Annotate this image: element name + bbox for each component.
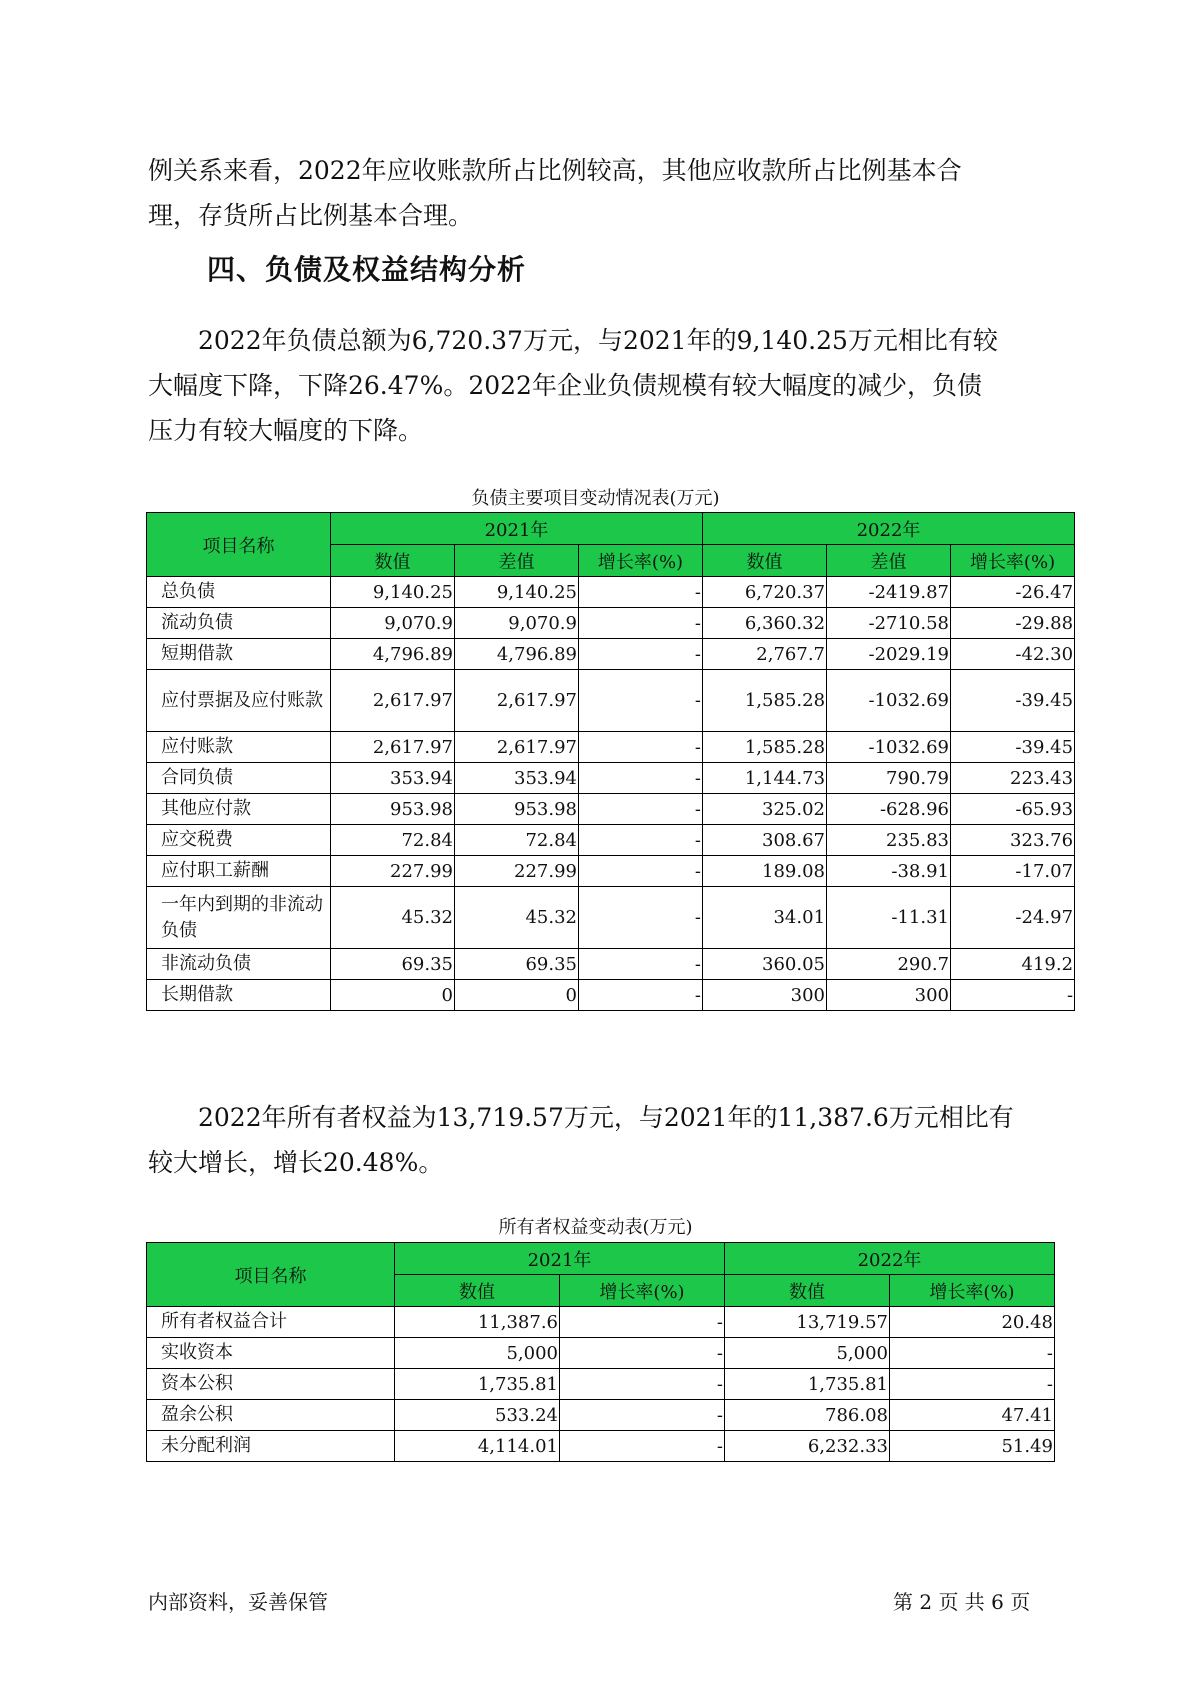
cell-value: -65.93 <box>951 794 1075 825</box>
equity-line: 2022年所有者权益为13,719.57万元，与2021年的11,387.6万元相比有 <box>198 1103 1014 1132</box>
cell-value: 72.84 <box>331 825 455 856</box>
equity-line: 较大增长，增长20.48%。 <box>148 1148 444 1177</box>
sub-header: 差值 <box>455 545 579 577</box>
cell-value: 2,617.97 <box>455 732 579 763</box>
sub-header: 差值 <box>827 545 951 577</box>
cell-value: 11,387.6 <box>395 1307 560 1338</box>
cell-value: - <box>890 1369 1055 1400</box>
table-row <box>147 1307 1055 1338</box>
cell-value: 790.79 <box>827 763 951 794</box>
cell-value: 290.7 <box>827 949 951 980</box>
cell-value: 4,796.89 <box>331 639 455 670</box>
cell-value: 353.94 <box>331 763 455 794</box>
cell-value: 4,114.01 <box>395 1431 560 1462</box>
cell-value: - <box>560 1369 725 1400</box>
cell-value: - <box>579 949 703 980</box>
cell-value: -17.07 <box>951 856 1075 887</box>
table-row <box>147 608 1075 639</box>
year-2022-header: 2022年 <box>725 1243 1055 1275</box>
row-label: 其他应付款 <box>147 794 331 825</box>
row-label: 短期借款 <box>147 639 331 670</box>
cell-value: - <box>560 1431 725 1462</box>
cell-value: 51.49 <box>890 1431 1055 1462</box>
cell-value: 1,735.81 <box>395 1369 560 1400</box>
year-2021-header: 2021年 <box>331 513 703 545</box>
cell-value: 45.32 <box>455 887 579 949</box>
cell-value: 323.76 <box>951 825 1075 856</box>
cell-value: -628.96 <box>827 794 951 825</box>
cell-value: - <box>560 1338 725 1369</box>
cell-value: -2710.58 <box>827 608 951 639</box>
cell-value: -11.31 <box>827 887 951 949</box>
table-row <box>147 794 1075 825</box>
liability-table <box>146 512 1075 1011</box>
cell-value: -42.30 <box>951 639 1075 670</box>
cell-value: -24.97 <box>951 887 1075 949</box>
cell-value: 227.99 <box>455 856 579 887</box>
cell-value: 69.35 <box>455 949 579 980</box>
cell-value: -1032.69 <box>827 732 951 763</box>
intro-line: 理，存货所占比例基本合理。 <box>148 201 474 230</box>
table-row <box>147 1369 1055 1400</box>
cell-value: 2,617.97 <box>331 670 455 732</box>
intro-line: 例关系来看，2022年应收账款所占比例较高，其他应收款所占比例基本合 <box>148 156 962 185</box>
row-label: 非流动负债 <box>147 949 331 980</box>
cell-value: 2,767.7 <box>703 639 827 670</box>
cell-value: 953.98 <box>331 794 455 825</box>
cell-value: - <box>579 670 703 732</box>
cell-value: 223.43 <box>951 763 1075 794</box>
cell-value: - <box>579 825 703 856</box>
cell-value: 0 <box>331 980 455 1011</box>
cell-value: 34.01 <box>703 887 827 949</box>
cell-value: 419.2 <box>951 949 1075 980</box>
cell-value: 9,070.9 <box>455 608 579 639</box>
table-row <box>147 980 1075 1011</box>
cell-value: 308.67 <box>703 825 827 856</box>
liability-line: 2022年负债总额为6,720.37万元，与2021年的9,140.25万元相比有较 <box>198 326 998 355</box>
cell-value: - <box>560 1400 725 1431</box>
liability-table-body <box>147 577 1075 1011</box>
cell-value: - <box>951 980 1075 1011</box>
cell-value: 1,585.28 <box>703 670 827 732</box>
cell-value: 6,232.33 <box>725 1431 890 1462</box>
cell-value: 2,617.97 <box>331 732 455 763</box>
cell-value: - <box>890 1338 1055 1369</box>
table-row <box>147 577 1075 608</box>
row-label: 未分配利润 <box>147 1431 395 1462</box>
cell-value: 533.24 <box>395 1400 560 1431</box>
cell-value: 235.83 <box>827 825 951 856</box>
table-row <box>147 825 1075 856</box>
row-label: 所有者权益合计 <box>147 1307 395 1338</box>
cell-value: 953.98 <box>455 794 579 825</box>
cell-value: 47.41 <box>890 1400 1055 1431</box>
sub-header: 增长率(%) <box>579 545 703 577</box>
footer-confidential-note: 内部资料，妥善保管 <box>148 1590 328 1614</box>
table-row <box>147 670 1075 732</box>
liability-table-caption: 负债主要项目变动情况表(万元) <box>471 488 720 509</box>
sub-header: 数值 <box>703 545 827 577</box>
sub-header: 数值 <box>331 545 455 577</box>
row-label: 流动负债 <box>147 608 331 639</box>
sub-header: 增长率(%) <box>890 1275 1055 1307</box>
cell-value: -29.88 <box>951 608 1075 639</box>
cell-value: 1,735.81 <box>725 1369 890 1400</box>
cell-value: - <box>579 639 703 670</box>
cell-value: 20.48 <box>890 1307 1055 1338</box>
cell-value: - <box>579 856 703 887</box>
cell-value: -39.45 <box>951 732 1075 763</box>
table-row <box>147 949 1075 980</box>
row-label: 盈余公积 <box>147 1400 395 1431</box>
row-label: 一年内到期的非流动负债 <box>147 887 331 949</box>
sub-header: 数值 <box>725 1275 890 1307</box>
item-name-header: 项目名称 <box>147 1243 395 1307</box>
cell-value: 4,796.89 <box>455 639 579 670</box>
table-row <box>147 1338 1055 1369</box>
cell-value: -38.91 <box>827 856 951 887</box>
cell-value: 353.94 <box>455 763 579 794</box>
cell-value: -2419.87 <box>827 577 951 608</box>
cell-value: 6,720.37 <box>703 577 827 608</box>
year-2022-header: 2022年 <box>703 513 1075 545</box>
intro-paragraph <box>148 148 1053 238</box>
cell-value: 9,140.25 <box>455 577 579 608</box>
row-label: 应付票据及应付账款 <box>147 670 331 732</box>
cell-value: 13,719.57 <box>725 1307 890 1338</box>
row-label: 应交税费 <box>147 825 331 856</box>
equity-paragraph <box>148 1095 1053 1185</box>
equity-table <box>146 1242 1055 1462</box>
row-label: 资本公积 <box>147 1369 395 1400</box>
cell-value: - <box>579 763 703 794</box>
cell-value: 5,000 <box>725 1338 890 1369</box>
cell-value: - <box>579 732 703 763</box>
row-label: 总负债 <box>147 577 331 608</box>
table-row <box>147 1400 1055 1431</box>
cell-value: 69.35 <box>331 949 455 980</box>
sub-header: 增长率(%) <box>560 1275 725 1307</box>
cell-value: - <box>579 608 703 639</box>
sub-header: 增长率(%) <box>951 545 1075 577</box>
table-row <box>147 639 1075 670</box>
cell-value: 45.32 <box>331 887 455 949</box>
row-label: 合同负债 <box>147 763 331 794</box>
equity-table-caption: 所有者权益变动表(万元) <box>498 1217 693 1238</box>
item-name-header: 项目名称 <box>147 513 331 577</box>
cell-value: 0 <box>455 980 579 1011</box>
cell-value: 360.05 <box>703 949 827 980</box>
liability-line: 压力有较大幅度的下降。 <box>148 416 424 445</box>
year-2021-header: 2021年 <box>395 1243 725 1275</box>
sub-header: 数值 <box>395 1275 560 1307</box>
cell-value: - <box>579 577 703 608</box>
table-row <box>147 732 1075 763</box>
footer-page-number: 第 2 页 共 6 页 <box>893 1590 1031 1614</box>
row-label: 实收资本 <box>147 1338 395 1369</box>
cell-value: 1,585.28 <box>703 732 827 763</box>
cell-value: - <box>579 887 703 949</box>
row-label: 应付账款 <box>147 732 331 763</box>
cell-value: 72.84 <box>455 825 579 856</box>
table-row <box>147 763 1075 794</box>
cell-value: - <box>579 794 703 825</box>
cell-value: -39.45 <box>951 670 1075 732</box>
equity-table-body <box>147 1307 1055 1462</box>
cell-value: 2,617.97 <box>455 670 579 732</box>
cell-value: 6,360.32 <box>703 608 827 639</box>
cell-value: -2029.19 <box>827 639 951 670</box>
cell-value: 300 <box>703 980 827 1011</box>
cell-value: -26.47 <box>951 577 1075 608</box>
cell-value: 227.99 <box>331 856 455 887</box>
cell-value: 189.08 <box>703 856 827 887</box>
cell-value: 786.08 <box>725 1400 890 1431</box>
table-row <box>147 856 1075 887</box>
cell-value: 9,070.9 <box>331 608 455 639</box>
cell-value: 5,000 <box>395 1338 560 1369</box>
cell-value: 325.02 <box>703 794 827 825</box>
table-row <box>147 887 1075 949</box>
liability-paragraph <box>148 318 1053 453</box>
cell-value: 9,140.25 <box>331 577 455 608</box>
cell-value: -1032.69 <box>827 670 951 732</box>
cell-value: 1,144.73 <box>703 763 827 794</box>
section-heading: 四、负债及权益结构分析 <box>207 253 527 286</box>
cell-value: - <box>560 1307 725 1338</box>
row-label: 长期借款 <box>147 980 331 1011</box>
cell-value: - <box>579 980 703 1011</box>
cell-value: 300 <box>827 980 951 1011</box>
row-label: 应付职工薪酬 <box>147 856 331 887</box>
table-row <box>147 1431 1055 1462</box>
liability-line: 大幅度下降，下降26.47%。2022年企业负债规模有较大幅度的减少，负债 <box>148 371 982 400</box>
